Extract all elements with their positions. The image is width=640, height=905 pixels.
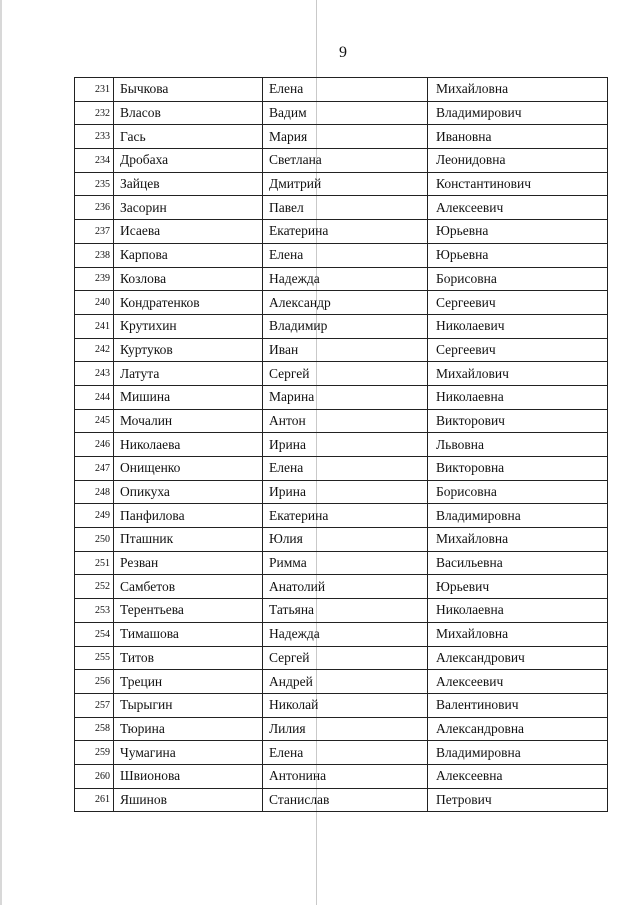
- row-number: 258: [75, 717, 114, 741]
- table-row: [75, 172, 608, 196]
- last-name-cell: Дробаха: [114, 149, 263, 173]
- first-name-cell: Екатерина: [263, 220, 428, 244]
- table-row: [75, 646, 608, 670]
- patronymic-cell: Михайловна: [428, 78, 608, 102]
- last-name-cell: Зайцев: [114, 172, 263, 196]
- patronymic-cell: Владимировна: [428, 504, 608, 528]
- row-number: 239: [75, 267, 114, 291]
- last-name-cell: Мочалин: [114, 409, 263, 433]
- row-number: 241: [75, 314, 114, 338]
- table-row: [75, 551, 608, 575]
- last-name-cell: Засорин: [114, 196, 263, 220]
- patronymic-cell: Борисовна: [428, 480, 608, 504]
- first-name-cell: Анатолий: [263, 575, 428, 599]
- names-table: [74, 77, 608, 812]
- first-name-cell: Александр: [263, 291, 428, 315]
- patronymic-cell: Владимировна: [428, 741, 608, 765]
- patronymic-cell: Юрьевна: [428, 220, 608, 244]
- last-name-cell: Мишина: [114, 385, 263, 409]
- table-row: [75, 362, 608, 386]
- first-name-cell: Антонина: [263, 764, 428, 788]
- patronymic-cell: Александровна: [428, 717, 608, 741]
- first-name-cell: Сергей: [263, 646, 428, 670]
- last-name-cell: Швионова: [114, 764, 263, 788]
- patronymic-cell: Михайлович: [428, 362, 608, 386]
- last-name-cell: Тырыгин: [114, 693, 263, 717]
- first-name-cell: Надежда: [263, 622, 428, 646]
- patronymic-cell: Юрьевич: [428, 575, 608, 599]
- patronymic-cell: Владимирович: [428, 101, 608, 125]
- row-number: 235: [75, 172, 114, 196]
- patronymic-cell: Сергеевич: [428, 338, 608, 362]
- table-row: [75, 788, 608, 812]
- row-number: 252: [75, 575, 114, 599]
- table-row: [75, 338, 608, 362]
- first-name-cell: Лилия: [263, 717, 428, 741]
- row-number: 261: [75, 788, 114, 812]
- table-row: [75, 528, 608, 552]
- table-row: [75, 125, 608, 149]
- patronymic-cell: Александрович: [428, 646, 608, 670]
- last-name-cell: Чумагина: [114, 741, 263, 765]
- row-number: 253: [75, 599, 114, 623]
- patronymic-cell: Викторовна: [428, 457, 608, 481]
- patronymic-cell: Петрович: [428, 788, 608, 812]
- table-row: [75, 693, 608, 717]
- first-name-cell: Марина: [263, 385, 428, 409]
- row-number: 237: [75, 220, 114, 244]
- patronymic-cell: Михайловна: [428, 622, 608, 646]
- table-row: [75, 78, 608, 102]
- row-number: 234: [75, 149, 114, 173]
- patronymic-cell: Борисовна: [428, 267, 608, 291]
- table-row: [75, 670, 608, 694]
- row-number: 238: [75, 243, 114, 267]
- last-name-cell: Панфилова: [114, 504, 263, 528]
- table-row: [75, 622, 608, 646]
- last-name-cell: Крутихин: [114, 314, 263, 338]
- row-number: 257: [75, 693, 114, 717]
- last-name-cell: Гась: [114, 125, 263, 149]
- last-name-cell: Пташник: [114, 528, 263, 552]
- last-name-cell: Тимашова: [114, 622, 263, 646]
- row-number: 246: [75, 433, 114, 457]
- row-number: 255: [75, 646, 114, 670]
- last-name-cell: Исаева: [114, 220, 263, 244]
- first-name-cell: Ирина: [263, 433, 428, 457]
- last-name-cell: Куртуков: [114, 338, 263, 362]
- first-name-cell: Мария: [263, 125, 428, 149]
- row-number: 247: [75, 457, 114, 481]
- page-number: 9: [339, 44, 347, 61]
- patronymic-cell: Константинович: [428, 172, 608, 196]
- table-row: [75, 575, 608, 599]
- first-name-cell: Николай: [263, 693, 428, 717]
- row-number: 248: [75, 480, 114, 504]
- row-number: 250: [75, 528, 114, 552]
- patronymic-cell: Алексеевич: [428, 670, 608, 694]
- table-row: [75, 220, 608, 244]
- row-number: 260: [75, 764, 114, 788]
- first-name-cell: Антон: [263, 409, 428, 433]
- patronymic-cell: Викторович: [428, 409, 608, 433]
- patronymic-cell: Валентинович: [428, 693, 608, 717]
- table-row: [75, 314, 608, 338]
- first-name-cell: Светлана: [263, 149, 428, 173]
- first-name-cell: Владимир: [263, 314, 428, 338]
- table-row: [75, 291, 608, 315]
- table-row: [75, 243, 608, 267]
- table-row: [75, 504, 608, 528]
- first-name-cell: Дмитрий: [263, 172, 428, 196]
- last-name-cell: Титов: [114, 646, 263, 670]
- row-number: 249: [75, 504, 114, 528]
- last-name-cell: Карпова: [114, 243, 263, 267]
- table-row: [75, 480, 608, 504]
- row-number: 236: [75, 196, 114, 220]
- patronymic-cell: Ивановна: [428, 125, 608, 149]
- row-number: 254: [75, 622, 114, 646]
- first-name-cell: Елена: [263, 78, 428, 102]
- last-name-cell: Трецин: [114, 670, 263, 694]
- first-name-cell: Римма: [263, 551, 428, 575]
- row-number: 233: [75, 125, 114, 149]
- scan-left-edge: [0, 0, 2, 905]
- patronymic-cell: Николаевна: [428, 385, 608, 409]
- patronymic-cell: Михайловна: [428, 528, 608, 552]
- patronymic-cell: Николаевич: [428, 314, 608, 338]
- first-name-cell: Павел: [263, 196, 428, 220]
- table-row: [75, 764, 608, 788]
- table-row: [75, 457, 608, 481]
- patronymic-cell: Николаевна: [428, 599, 608, 623]
- last-name-cell: Терентьева: [114, 599, 263, 623]
- first-name-cell: Андрей: [263, 670, 428, 694]
- first-name-cell: Иван: [263, 338, 428, 362]
- last-name-cell: Власов: [114, 101, 263, 125]
- last-name-cell: Кондратенков: [114, 291, 263, 315]
- last-name-cell: Самбетов: [114, 575, 263, 599]
- patronymic-cell: Юрьевна: [428, 243, 608, 267]
- last-name-cell: Онищенко: [114, 457, 263, 481]
- first-name-cell: Елена: [263, 457, 428, 481]
- table-row: [75, 717, 608, 741]
- row-number: 256: [75, 670, 114, 694]
- table-row: [75, 385, 608, 409]
- table-row: [75, 433, 608, 457]
- row-number: 240: [75, 291, 114, 315]
- row-number: 232: [75, 101, 114, 125]
- row-number: 243: [75, 362, 114, 386]
- patronymic-cell: Леонидовна: [428, 149, 608, 173]
- first-name-cell: Елена: [263, 243, 428, 267]
- patronymic-cell: Алексеевна: [428, 764, 608, 788]
- row-number: 231: [75, 78, 114, 102]
- first-name-cell: Сергей: [263, 362, 428, 386]
- first-name-cell: Ирина: [263, 480, 428, 504]
- table-row: [75, 149, 608, 173]
- row-number: 244: [75, 385, 114, 409]
- first-name-cell: Станислав: [263, 788, 428, 812]
- last-name-cell: Латута: [114, 362, 263, 386]
- last-name-cell: Яшинов: [114, 788, 263, 812]
- last-name-cell: Опикуха: [114, 480, 263, 504]
- table-row: [75, 101, 608, 125]
- first-name-cell: Надежда: [263, 267, 428, 291]
- last-name-cell: Тюрина: [114, 717, 263, 741]
- first-name-cell: Елена: [263, 741, 428, 765]
- first-name-cell: Екатерина: [263, 504, 428, 528]
- row-number: 259: [75, 741, 114, 765]
- table-row: [75, 599, 608, 623]
- names-table-body: [75, 78, 608, 812]
- table-row: [75, 741, 608, 765]
- row-number: 251: [75, 551, 114, 575]
- first-name-cell: Юлия: [263, 528, 428, 552]
- last-name-cell: Николаева: [114, 433, 263, 457]
- last-name-cell: Резван: [114, 551, 263, 575]
- patronymic-cell: Сергеевич: [428, 291, 608, 315]
- patronymic-cell: Львовна: [428, 433, 608, 457]
- table-row: [75, 409, 608, 433]
- table-row: [75, 196, 608, 220]
- first-name-cell: Татьяна: [263, 599, 428, 623]
- last-name-cell: Козлова: [114, 267, 263, 291]
- table-row: [75, 267, 608, 291]
- patronymic-cell: Алексеевич: [428, 196, 608, 220]
- patronymic-cell: Васильевна: [428, 551, 608, 575]
- last-name-cell: Бычкова: [114, 78, 263, 102]
- first-name-cell: Вадим: [263, 101, 428, 125]
- row-number: 245: [75, 409, 114, 433]
- row-number: 242: [75, 338, 114, 362]
